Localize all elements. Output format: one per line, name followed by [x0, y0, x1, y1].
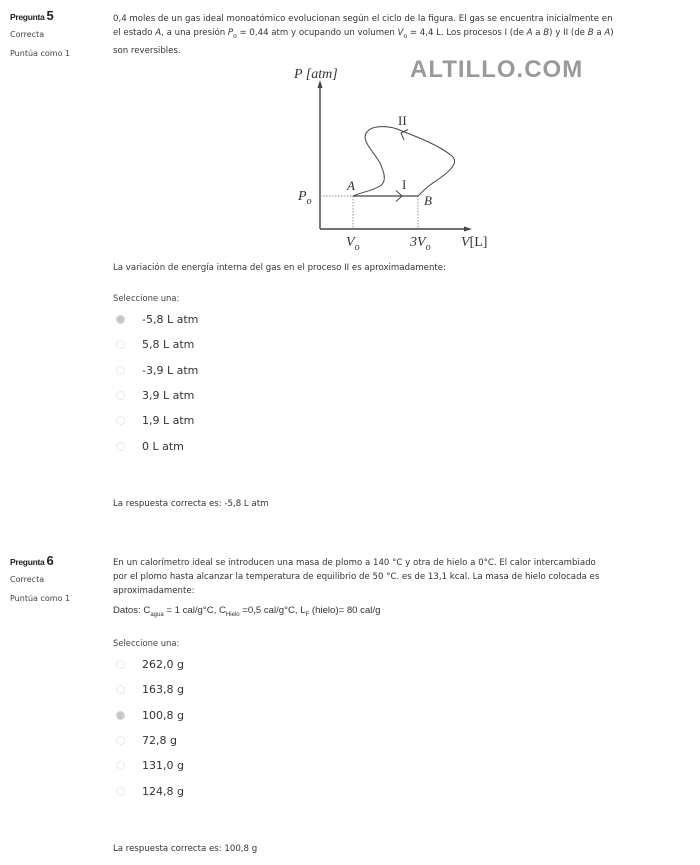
process-2-label: II [398, 113, 407, 128]
option[interactable]: -5,8 L atm [113, 307, 198, 332]
question-info-6 [10, 553, 100, 603]
options-list-6 [113, 652, 184, 804]
radio-button[interactable] [116, 315, 125, 324]
option[interactable]: 163,8 g [113, 677, 184, 702]
question-number: Pregunta 6 [10, 553, 54, 568]
option[interactable]: 131,0 g [113, 753, 184, 778]
question-text-5: 0,4 moles de un gas ideal monoatómico evolucionan según el ciclo de la figura. El gas se encuentra inicialmente en el estado A, a una presión $P_o = 0,44$ atm y ocupando un volumen $V_o = 4,4$ L. Los procesos I (de A a B) y II (de B a A) son reversibles. [113, 14, 614, 56]
option[interactable]: 1,9 L atm [113, 408, 198, 433]
option[interactable]: 262,0 g [113, 652, 184, 677]
option[interactable]: 100,8 g [113, 703, 184, 728]
radio-button[interactable] [116, 736, 125, 745]
radio-button[interactable] [116, 340, 125, 349]
radio-button[interactable] [116, 366, 125, 375]
question-status: Correcta [10, 575, 45, 584]
v-tick-2-label: $3V_o$ [410, 235, 431, 253]
option[interactable]: 124,8 g [113, 778, 184, 803]
question-number: Pregunta 5 [10, 8, 54, 23]
option[interactable]: -3,9 L atm [113, 358, 198, 383]
question-prompt-5: La variación de energía interna del gas en el proceso II es aproximadamente: [113, 263, 446, 273]
radio-button[interactable] [116, 660, 125, 669]
radio-button[interactable] [116, 685, 125, 694]
option[interactable]: 5,8 L atm [113, 332, 198, 357]
question-grade: Puntúa como 1 [10, 49, 71, 58]
options-list-5 [113, 307, 198, 459]
radio-button[interactable] [116, 391, 125, 400]
correct-answer-5: La respuesta correcta es: -5,8 L atm [113, 499, 269, 509]
radio-button[interactable] [116, 711, 125, 720]
radio-button[interactable] [116, 442, 125, 451]
radio-button[interactable] [116, 761, 125, 770]
select-one-label: Seleccione una: [113, 638, 180, 648]
watermark-logo: ALTILLO.COM [410, 56, 584, 83]
question-text-6: En un calorímetro ideal se introducen una masa de plomo a 140 °C y otra de hielo a 0°C. El calor intercambiado por el plomo hasta alcanzar la temperatura de equilibrio de 50 °C. es de 13,1 kcal. La masa de hielo colocada es aproximadamente: [113, 558, 600, 596]
x-axis-arrow [464, 227, 472, 232]
y-axis-label: P [atm] [294, 67, 338, 82]
radio-button[interactable] [116, 787, 125, 796]
p-tick-label: $P_o$ [298, 189, 312, 207]
option[interactable]: 3,9 L atm [113, 383, 198, 408]
pv-diagram [285, 58, 505, 258]
option[interactable]: 0 L atm [113, 433, 198, 458]
correct-answer-6: La respuesta correcta es: 100,8 g [113, 844, 258, 854]
select-one-label: Seleccione una: [113, 293, 180, 303]
point-a-label: A [347, 178, 355, 193]
point-b-label: B [424, 193, 432, 208]
question-status: Correcta [10, 30, 45, 39]
option[interactable]: 72,8 g [113, 728, 184, 753]
question-info-5 [10, 8, 100, 58]
v-tick-1-label: $V_o$ [346, 235, 360, 253]
process-1-label: I [402, 177, 407, 192]
question-grade: Puntúa como 1 [10, 594, 71, 603]
given-data: Datos: $C_{agua} = 1$ cal/g°C, $C_{Hielo} =0,5$ cal/g°C, $L_F$ (hielo)= 80 cal/g [113, 605, 381, 618]
radio-button[interactable] [116, 416, 125, 425]
x-axis-label: V[L] [461, 235, 488, 250]
